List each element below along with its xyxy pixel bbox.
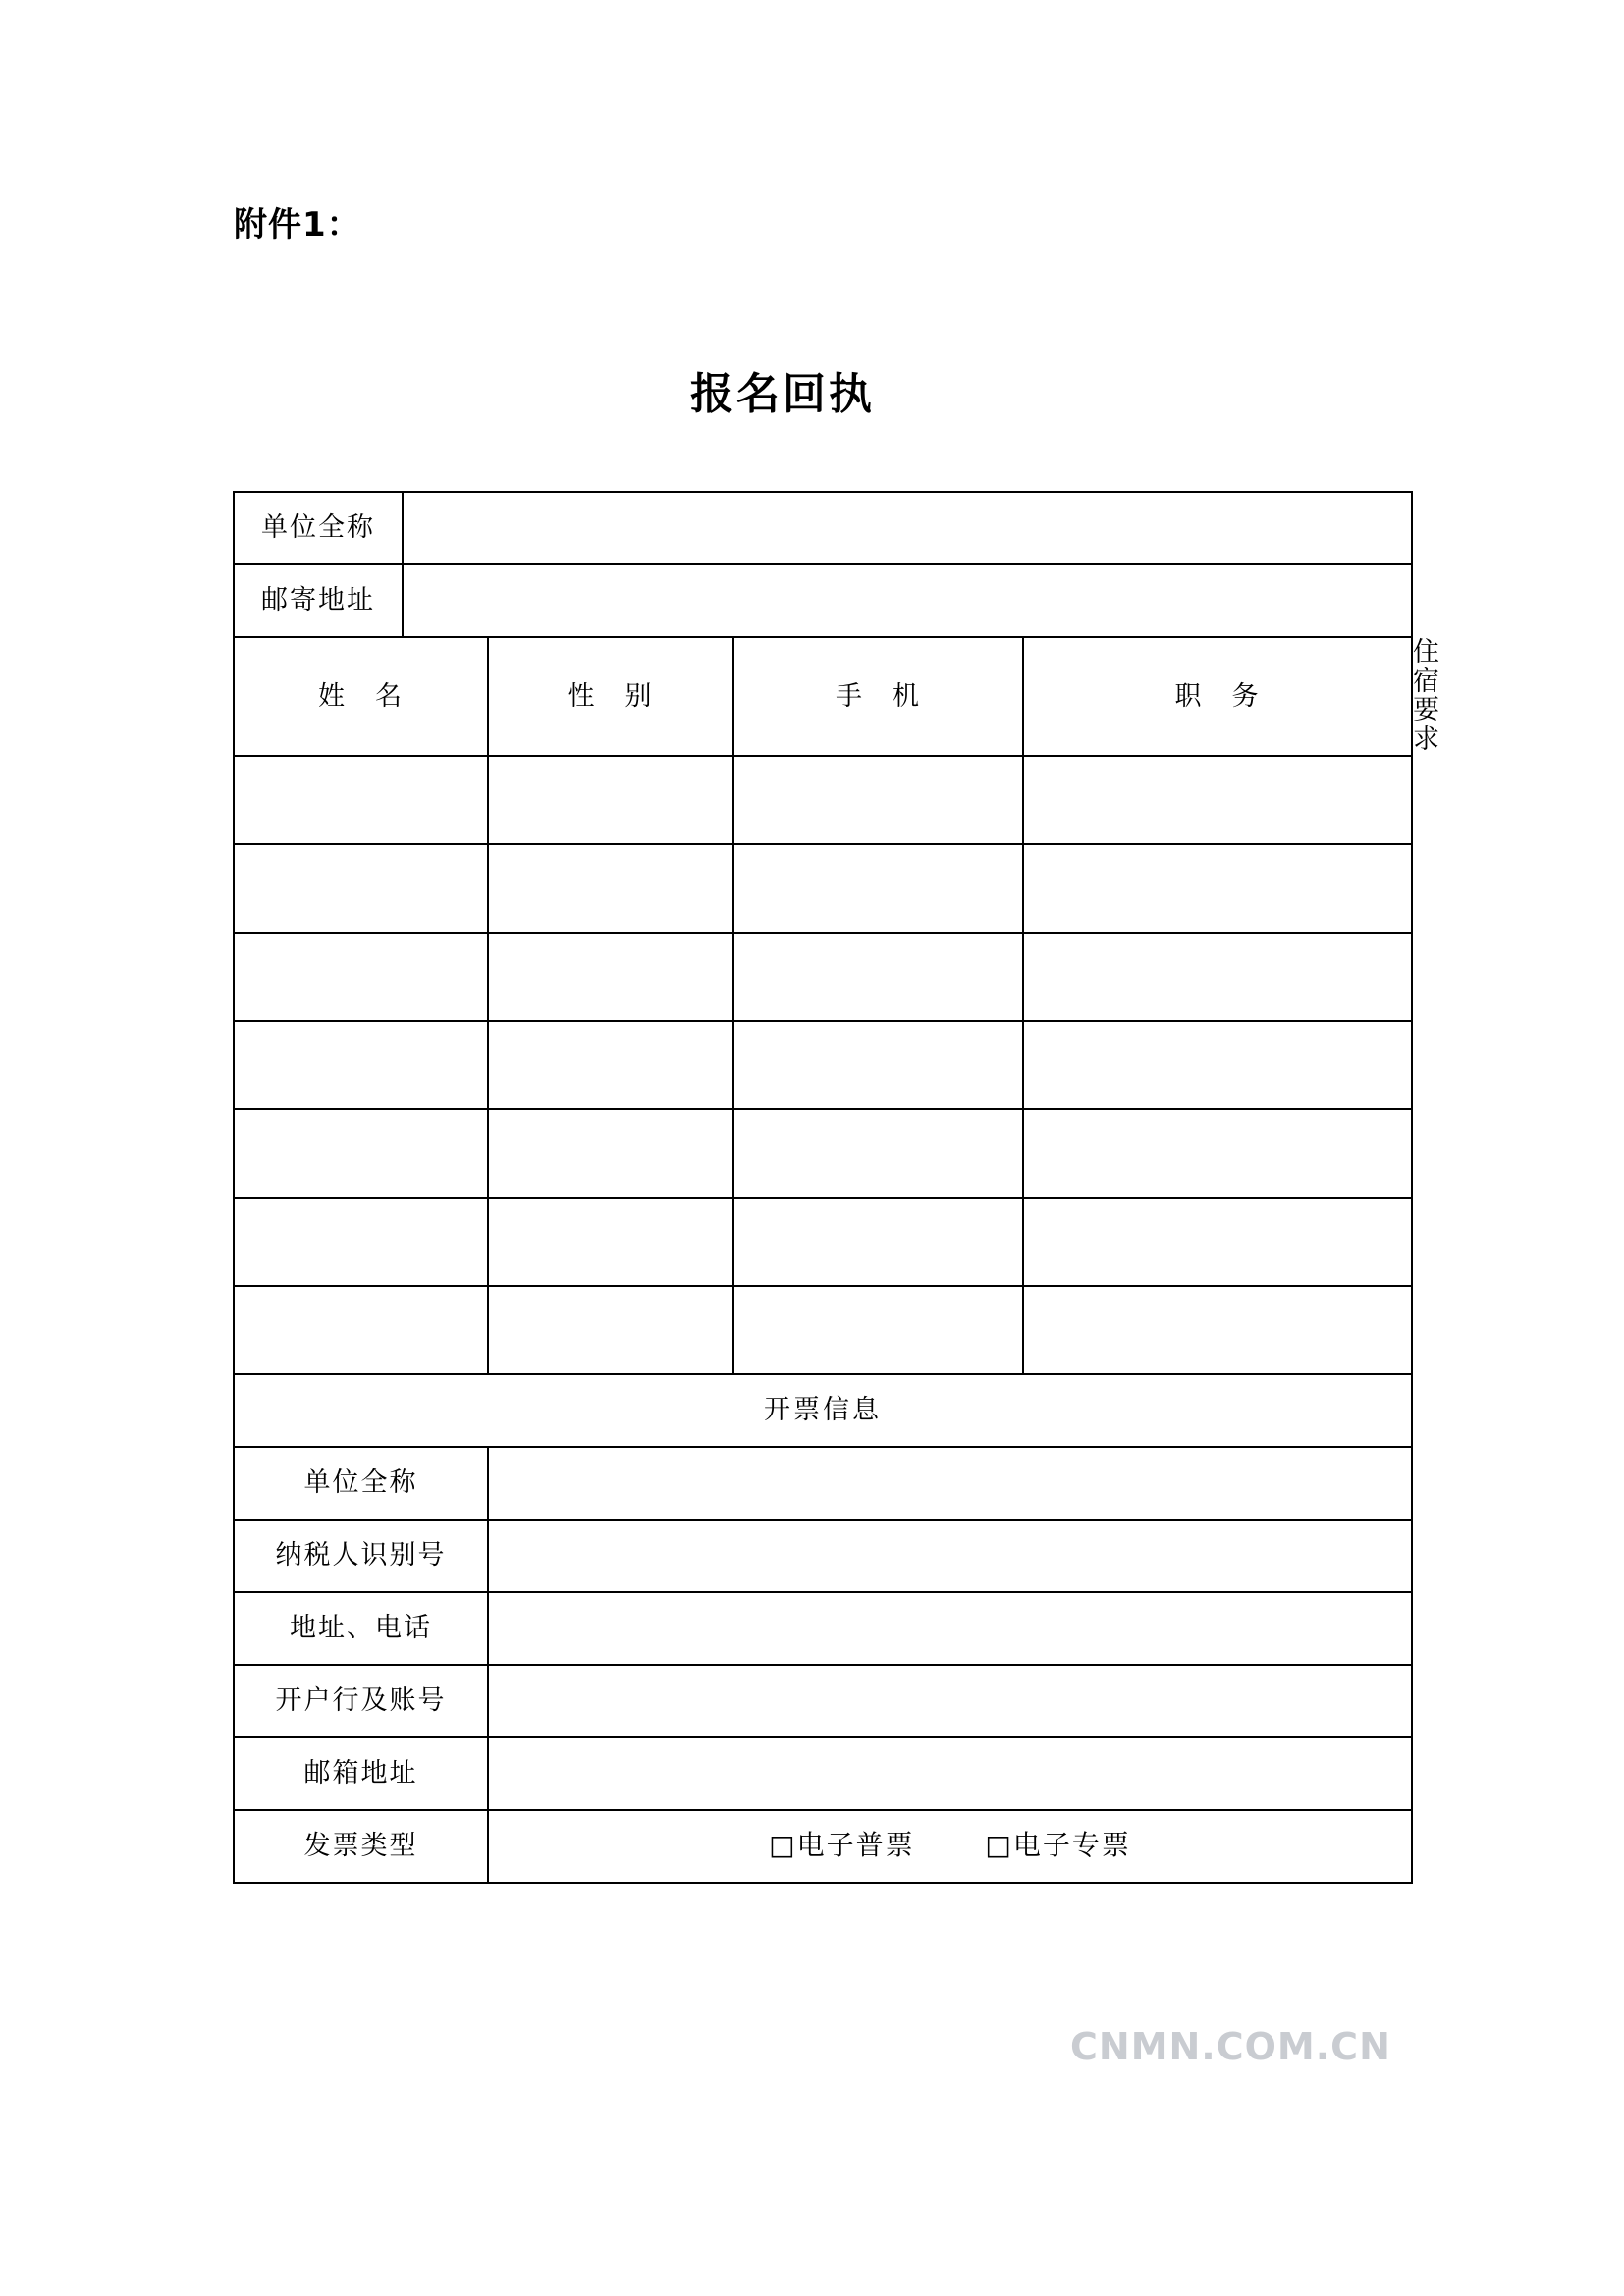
- field-label-invoice-unit-name: 单位全称: [234, 1447, 488, 1520]
- table-row: [234, 1198, 1412, 1286]
- field-value-bank-account[interactable]: [488, 1665, 1412, 1737]
- cell-position[interactable]: [1023, 1021, 1412, 1109]
- checkbox-icon-electronic-special[interactable]: □: [985, 1829, 1013, 1862]
- table-row: [234, 1447, 1412, 1520]
- field-value-invoice-type: [488, 1810, 1412, 1883]
- cell-name[interactable]: [234, 1109, 488, 1198]
- column-header-name: 姓 名: [234, 637, 488, 756]
- cell-gender[interactable]: [488, 1109, 733, 1198]
- registration-form-table: [233, 491, 1442, 1884]
- column-header-position: 职 务: [1023, 637, 1412, 756]
- cell-gender[interactable]: [488, 844, 733, 933]
- page-title-text: 报名回执: [690, 369, 875, 419]
- field-label-mailing-address: 邮寄地址: [234, 564, 403, 637]
- table-row: [234, 1592, 1412, 1665]
- cell-name[interactable]: [234, 933, 488, 1021]
- field-value-unit-name[interactable]: [403, 492, 1412, 564]
- cell-gender[interactable]: [488, 1286, 733, 1374]
- cell-name[interactable]: [234, 1198, 488, 1286]
- field-label-invoice-type: 发票类型: [234, 1810, 488, 1883]
- cell-name[interactable]: [234, 756, 488, 844]
- cell-mobile[interactable]: [733, 1286, 1023, 1374]
- cell-mobile[interactable]: [733, 1109, 1023, 1198]
- cell-gender[interactable]: [488, 1021, 733, 1109]
- cell-name[interactable]: [234, 1021, 488, 1109]
- field-value-mailing-address[interactable]: [403, 564, 1412, 637]
- table-row: [234, 492, 1412, 564]
- invoice-section-title: 开票信息: [234, 1374, 1412, 1447]
- table-row: [234, 756, 1412, 844]
- invoice-section-header-row: [234, 1374, 1412, 1447]
- cell-mobile[interactable]: [733, 1198, 1023, 1286]
- checkbox-label-electronic-special[interactable]: 电子专票: [1012, 1829, 1131, 1862]
- cell-mobile[interactable]: [733, 756, 1023, 844]
- cell-position[interactable]: [1023, 1286, 1412, 1374]
- table-row: [234, 844, 1412, 933]
- checkbox-label-electronic-general[interactable]: 电子普票: [796, 1829, 915, 1862]
- field-label-bank-account: 开户行及账号: [234, 1665, 488, 1737]
- table-row: [234, 933, 1412, 1021]
- table-row: [234, 1021, 1412, 1109]
- table-row: [234, 1665, 1412, 1737]
- cell-position[interactable]: [1023, 756, 1412, 844]
- column-header-gender: 性 别: [488, 637, 733, 756]
- attachment-label: 附件1：: [234, 205, 361, 244]
- site-watermark: CNMN.COM.CN: [1070, 2025, 1391, 2068]
- field-value-email-address[interactable]: [488, 1737, 1412, 1810]
- cell-gender[interactable]: [488, 756, 733, 844]
- field-value-taxpayer-id[interactable]: [488, 1520, 1412, 1592]
- cell-mobile[interactable]: [733, 933, 1023, 1021]
- field-value-address-phone[interactable]: [488, 1592, 1412, 1665]
- table-row: [234, 1737, 1412, 1810]
- field-label-address-phone: 地址、电话: [234, 1592, 488, 1665]
- table-row: [234, 564, 1412, 637]
- field-label-email-address: 邮箱地址: [234, 1737, 488, 1810]
- cell-gender[interactable]: [488, 1198, 733, 1286]
- cell-name[interactable]: [234, 844, 488, 933]
- cell-gender[interactable]: [488, 933, 733, 1021]
- field-label-unit-name: 单位全称: [234, 492, 403, 564]
- invoice-type-row: [234, 1810, 1412, 1883]
- table-row: [234, 1286, 1412, 1374]
- table-row: [234, 1520, 1412, 1592]
- table-row: [234, 1109, 1412, 1198]
- column-header-mobile: 手 机: [733, 637, 1023, 756]
- participant-header-row: 姓 名 性 别 手 机 职 务 住宿要求: [234, 637, 1412, 756]
- cell-mobile[interactable]: [733, 844, 1023, 933]
- cell-position[interactable]: [1023, 1109, 1412, 1198]
- cell-name[interactable]: [234, 1286, 488, 1374]
- cell-position[interactable]: [1023, 844, 1412, 933]
- cell-position[interactable]: [1023, 1198, 1412, 1286]
- field-value-invoice-unit-name[interactable]: [488, 1447, 1412, 1520]
- checkbox-icon-electronic-general[interactable]: □: [769, 1829, 797, 1862]
- cell-mobile[interactable]: [733, 1021, 1023, 1109]
- cell-position[interactable]: [1023, 933, 1412, 1021]
- field-label-taxpayer-id: 纳税人识别号: [234, 1520, 488, 1592]
- invoice-type-options: [769, 1831, 1131, 1861]
- page-title: [0, 369, 1624, 419]
